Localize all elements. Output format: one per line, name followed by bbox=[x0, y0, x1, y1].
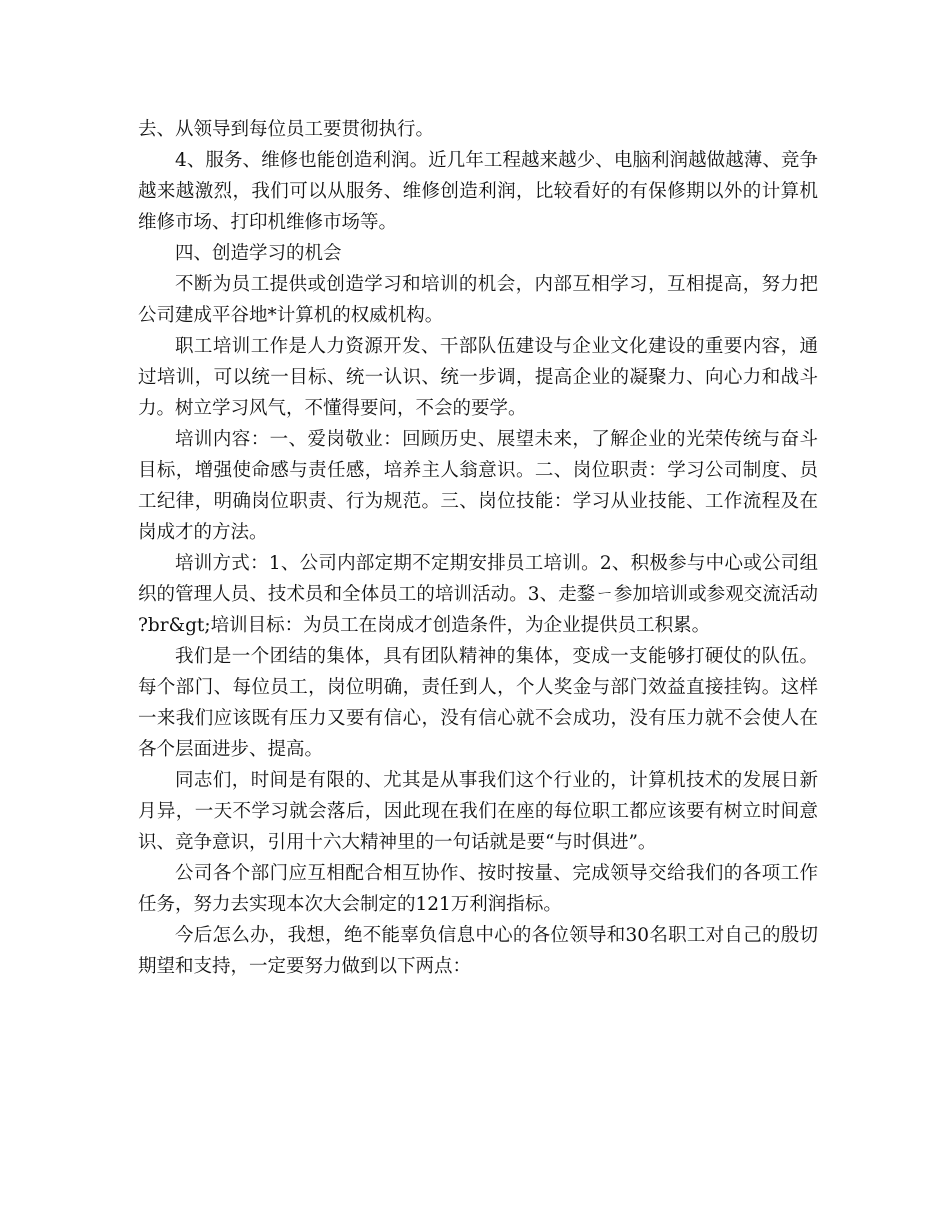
paragraph-future-plans: 今后怎么办，我想，绝不能辜负信息中心的各位领导和30名职工对自己的殷切期望和支持，一定要努力做到以下两点： bbox=[138, 925, 818, 977]
paragraph-training-content: 培训内容：一、爱岗敬业：回顾历史、展望未来，了解企业的光荣传统与奋斗目标，增强使命感与责任感，培养主人翁意识。二、岗位职责：学习公司制度、员工纪律，明确岗位职责、行为规范。三、岗位技能：学习从业技能、工作流程及在岗成才的方法。 bbox=[138, 429, 818, 543]
paragraph-keep-pace-with-times: 同志们，时间是有限的、尤其是从事我们这个行业的，计算机技术的发展日新月异，一天不学习就会落后，因此现在我们在座的每位职工都应该要有树立时间意识、竞争意识，引用十六大精神里的一句话就是要“与时俱进”。 bbox=[138, 770, 818, 853]
document-body bbox=[138, 114, 818, 982]
paragraph-department-cooperation: 公司各个部门应互相配合相互协作、按时按量、完成领导交给我们的各项工作任务，努力去实现本次大会制定的121万利润指标。 bbox=[138, 863, 818, 915]
paragraph-team-spirit: 我们是一个团结的集体，具有团队精神的集体，变成一支能够打硬仗的队伍。每个部门、每位员工，岗位明确，责任到人，个人奖金与部门效益直接挂钩。这样一来我们应该既有压力又要有信心，没有信心就不会成功，没有压力就不会使人在各个层面进步、提高。 bbox=[138, 646, 818, 760]
paragraph-learning-training: 不断为员工提供或创造学习和培训的机会，内部互相学习，互相提高，努力把公司建成平谷地*计算机的权威机构。 bbox=[138, 274, 818, 326]
section-heading-learning-opportunity: 四、创造学习的机会 bbox=[175, 243, 342, 264]
paragraph-training-method: 培训方式：1、公司内部定期不定期安排员工培训。2、积极参与中心或公司组织的管理人员、技术员和全体员工的培训活动。3、走鍪ㄧ参加培训或参观交流活动?br&gt;培训目标：为员工在岗成才创造条件，为企业提供员工积累。 bbox=[138, 553, 818, 636]
paragraph-continuation: 去、从领导到每位员工要贯彻执行。 bbox=[138, 119, 435, 140]
paragraph-staff-training-importance: 职工培训工作是人力资源开发、干部队伍建设与企业文化建设的重要内容，通过培训，可以统一目标、统一认识、统一步调，提高企业的凝聚力、向心力和战斗力。树立学习风气，不懂得要问，不会的要学。 bbox=[138, 336, 818, 419]
paragraph-service-repair-profit: 4、服务、维修也能创造利润。近几年工程越来越少、电脑利润越做越薄、竞争越来越激烈，我们可以从服务、维修创造利润，比较看好的有保修期以外的计算机维修市场、打印机维修市场等。 bbox=[138, 150, 818, 233]
